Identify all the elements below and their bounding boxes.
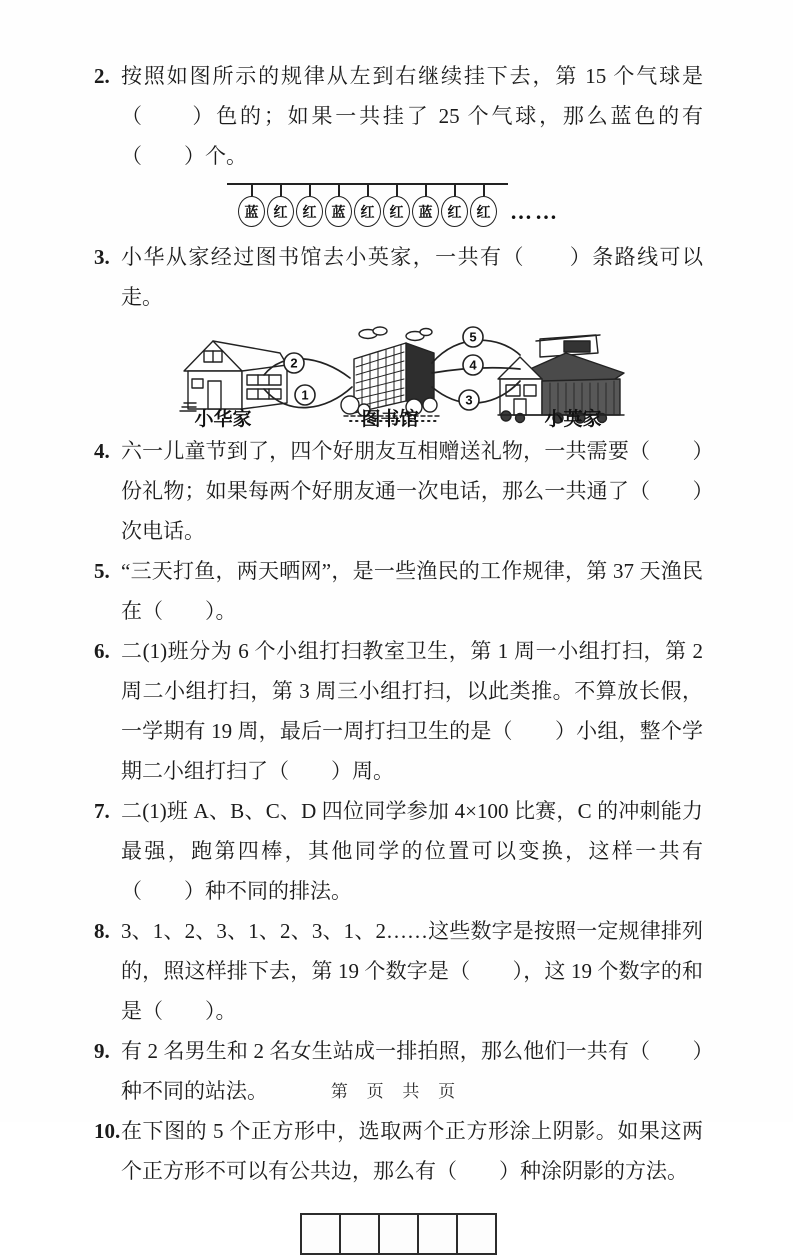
question-8-number: 8.	[94, 919, 110, 943]
page-footer: 第 页 共 页	[330, 1082, 463, 1101]
question-10-number: 10.	[94, 1119, 121, 1143]
question-7	[94, 791, 703, 911]
balloon-icon	[411, 185, 440, 227]
balloon-figure	[94, 183, 703, 227]
question-4	[94, 431, 703, 551]
route-map-figure	[168, 323, 630, 430]
question-10	[94, 1111, 703, 1191]
balloon-label: 红	[354, 196, 381, 227]
square-cell	[456, 1213, 497, 1255]
balloon-label: 红	[383, 196, 410, 227]
square-cell	[339, 1213, 380, 1255]
question-8-text: 3、1、2、3、1、2、3、1、2……这些数字是按照一定规律排列的，照这样排下去，第 19 个数字是（ ），这 19 个数字的和是（ ）。	[121, 919, 703, 1023]
balloon-string	[251, 185, 253, 196]
balloon-label: 红	[441, 196, 468, 227]
house-xiaohua-icon	[180, 341, 287, 411]
label-xiaohua-home: 小华家	[193, 409, 252, 430]
balloon-string	[280, 185, 282, 196]
balloon-string	[425, 185, 427, 196]
question-2-number: 2.	[94, 64, 110, 88]
question-5	[94, 551, 703, 631]
route-number-1: 1	[300, 387, 309, 403]
route-number-2-badge	[284, 353, 304, 373]
balloon-ellipsis: ……	[510, 199, 560, 224]
question-7-text: 二(1)班 A、B、C、D 四位同学参加 4×100 比赛，C 的冲刺能力最强，跑第四棒，其他同学的位置可以变换，这样一共有（ ）种不同的排法。	[121, 799, 703, 903]
balloon-icon	[324, 185, 353, 227]
balloon-icon	[237, 185, 266, 227]
square-cell	[417, 1213, 458, 1255]
route-number-5-badge	[463, 327, 483, 347]
question-3-number: 3.	[94, 245, 110, 269]
balloon-label: 红	[296, 196, 323, 227]
question-6	[94, 631, 703, 791]
label-library: 图书馆	[360, 409, 419, 430]
balloon-string	[396, 185, 398, 196]
square-cell	[300, 1213, 341, 1255]
route-number-3-badge	[459, 390, 479, 410]
balloon-icon	[440, 185, 469, 227]
route-number-4: 4	[468, 357, 477, 373]
library-icon	[341, 327, 440, 421]
route-number-2: 2	[289, 355, 298, 371]
question-5-number: 5.	[94, 559, 110, 583]
square-cell	[378, 1213, 419, 1255]
balloon-icon	[353, 185, 382, 227]
question-7-number: 7.	[94, 799, 110, 823]
balloon-icon	[295, 185, 324, 227]
squares-figure	[94, 1213, 703, 1255]
route-number-5: 5	[468, 329, 477, 345]
balloon-string	[309, 185, 311, 196]
balloon-string	[483, 185, 485, 196]
balloon-string	[338, 185, 340, 196]
route-number-4-badge	[463, 355, 483, 375]
balloon-icon	[469, 185, 498, 227]
balloon-label: 红	[470, 196, 497, 227]
question-2	[94, 56, 703, 176]
balloon-string	[367, 185, 369, 196]
question-10-text: 在下图的 5 个正方形中，选取两个正方形涂上阴影。如果这两个正方形不可以有公共边，那么有（ ）种涂阴影的方法。	[121, 1119, 703, 1183]
balloon-label: 蓝	[238, 196, 265, 227]
question-3-text: 小华从家经过图书馆去小英家，一共有（ ）条路线可以走。	[121, 245, 703, 309]
question-4-text: 六一儿童节到了，四个好朋友互相赠送礼物，一共需要（ ）份礼物；如果每两个好朋友通一次电话，那么一共通了（ ）次电话。	[121, 439, 703, 543]
balloon-string-line	[237, 183, 498, 227]
question-3	[94, 237, 703, 317]
question-9-number: 9.	[94, 1039, 110, 1063]
label-xiaoying-home: 小英家	[543, 409, 602, 430]
balloon-label: 蓝	[325, 196, 352, 227]
question-5-text: “三天打鱼，两天晒网”，是一些渔民的工作规律，第 37 天渔民在（ ）。	[121, 559, 703, 623]
question-6-text: 二(1)班分为 6 个小组打扫教室卫生，第 1 周一小组打扫，第 2 周二小组打扫，第 3 周三小组打扫，以此类推。不算放长假，一学期有 19 周，最后一周打扫卫生的是（ ）小组，整个学期二小组打扫了（ ）周。	[121, 639, 703, 783]
balloon-label: 蓝	[412, 196, 439, 227]
route-number-1-badge	[295, 385, 315, 405]
balloon-string	[454, 185, 456, 196]
question-9-text: 有 2 名男生和 2 名女生站成一排拍照，那么他们一共有（ ）种不同的站法。	[121, 1039, 703, 1103]
question-8	[94, 911, 703, 1031]
balloon-label: 红	[267, 196, 294, 227]
question-2-text: 按照如图所示的规律从左到右继续挂下去，第 15 个气球是（ ）色的；如果一共挂了 25 个气球，那么蓝色的有（ ）个。	[121, 64, 703, 168]
balloon-icon	[382, 185, 411, 227]
question-6-number: 6.	[94, 639, 110, 663]
question-4-number: 4.	[94, 439, 110, 463]
balloon-icon	[266, 185, 295, 227]
route-number-3: 3	[464, 392, 473, 408]
